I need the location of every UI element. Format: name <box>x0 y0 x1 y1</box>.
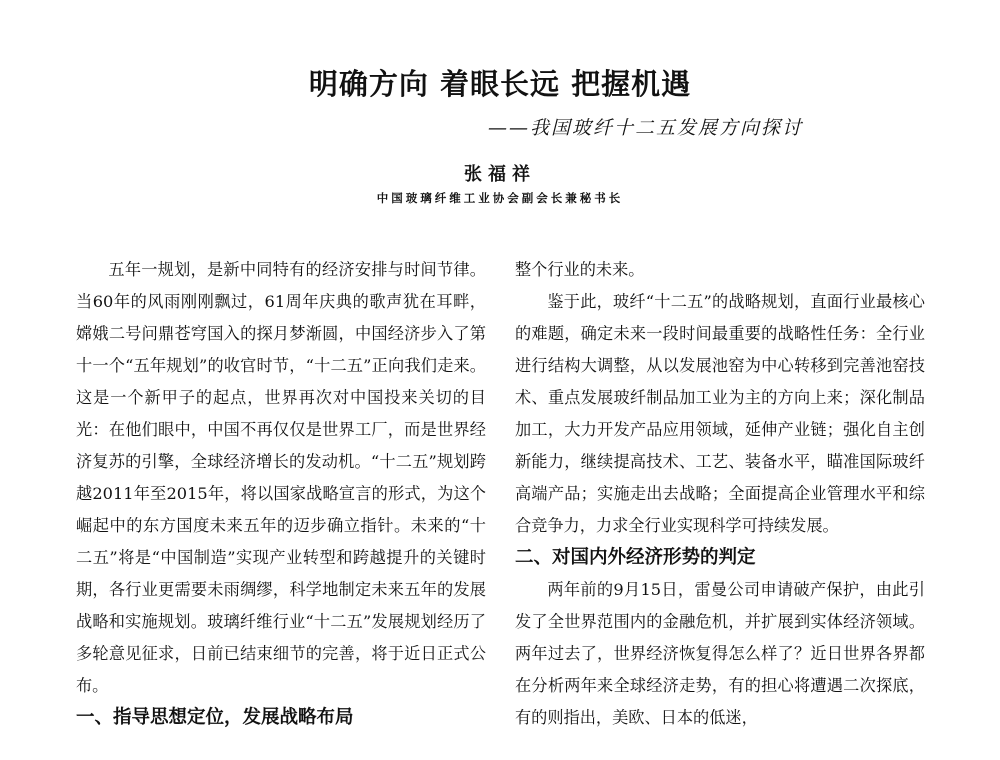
section-heading-2: 二、对国内外经济形势的判定 <box>515 547 756 568</box>
strategy-paragraph: 鉴于此，玻纤“十二五”的战略规划，直面行业最核心的难题，确定未来一段时间最重要的战略性任务：全行业进行结构大调整，从以发展池窑为中心转移到完善池窑技术、重点发展玻纤制品加工业为主的方向上来；深化制品加工，大力开发产品应用领域，延伸产业链；强化自主创新能力，继续提高技术、工艺、装备水平，瞄准国际玻纤高端产品；实施走出去战略；全面提高企业管理水平和综合竞争力，力求全行业实现科学可持续发展。 <box>515 292 925 535</box>
right-column <box>515 254 925 734</box>
article-title: 明确方向 着眼长远 把握机遇 <box>308 67 692 101</box>
author-affiliation: 中国玻璃纤维工业协会副会长兼秘书长 <box>376 191 624 205</box>
economy-paragraph: 两年前的9月15日，雷曼公司申请破产保护，由此引发了全世界范围内的金融危机，并扩展到实体经济领域。两年过去了，世界经济恢复得怎么样了？近日世界各界都在分析两年来全球经济走势，有的担心将遭遇二次探底，有的则指出，美欧、日本的低迷， <box>515 580 925 727</box>
continuation-text: 整个行业的未来。 <box>515 260 645 279</box>
intro-paragraph: 五年一规划，是新中同特有的经济安排与时间节律。当60年的风雨刚刚飘过，61周年庆典的歌声犹在耳畔，嫦娥二号问鼎苍穹国入的探月梦渐圆，中国经济步入了第十一个“五年规划”的收官时节，“十二五”正向我们走来。这是一个新甲子的起点，世界再次对中国投来关切的目光：在他们眼中，中国不再仅仅是世界工厂，而是世界经济复苏的引擎，全球经济增长的发动机。“十二五”规划跨越2011年至2015年，将以国家战略宣言的形式，为这个崛起中的东方国度未来五年的迈步确立指针。未来的“十二五”将是“中国制造”实现产业转型和跨越提升的关键时期，各行业更需要未雨绸缪，科学地制定未来五年的发展战略和实施规划。玻璃纤维行业“十二五”发展规划经历了多轮意见征求，日前已结束细节的完善，将于近日正式公布。 <box>76 260 486 695</box>
author-name: 张福祥 <box>464 164 536 185</box>
section-heading-1: 一、指导思想定位，发展战略布局 <box>76 707 354 728</box>
article-subtitle: ——我国玻纤十二五发展方向探讨 <box>488 117 804 139</box>
left-column <box>76 254 486 734</box>
